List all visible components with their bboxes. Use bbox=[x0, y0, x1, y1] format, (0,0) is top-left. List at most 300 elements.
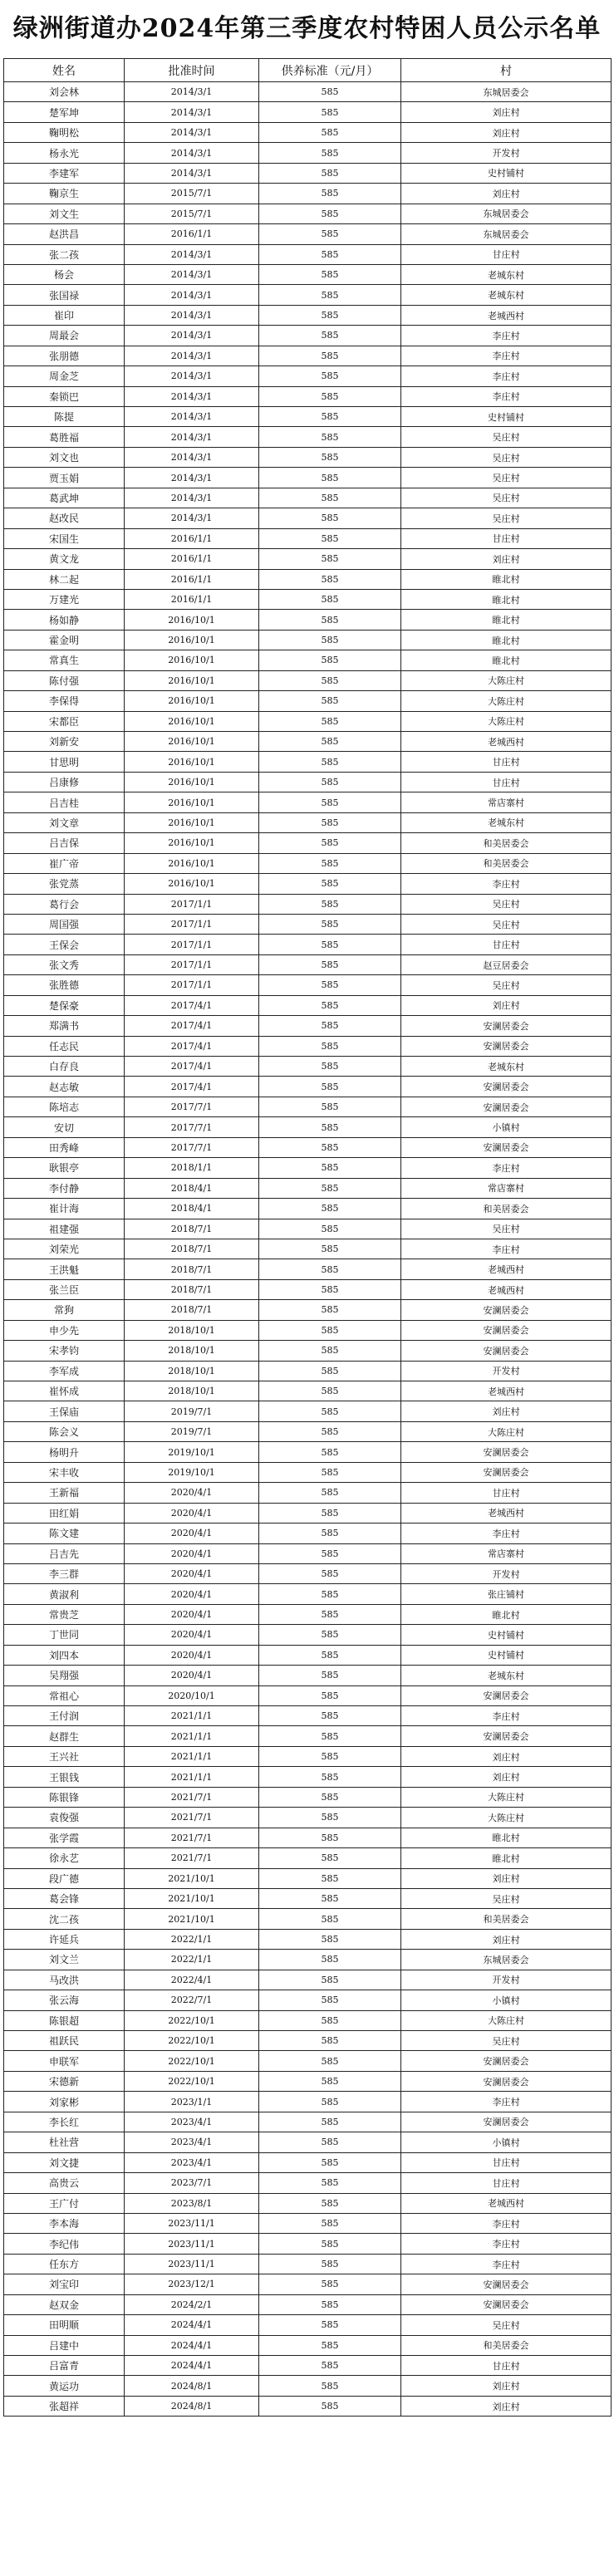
cell-village: 刘庄村 bbox=[401, 1767, 612, 1787]
cell-support-standard: 585 bbox=[259, 935, 401, 954]
cell-name: 沈二孩 bbox=[4, 1909, 125, 1929]
cell-village: 大陈庄村 bbox=[401, 1787, 612, 1807]
table-row bbox=[4, 366, 612, 386]
table-row bbox=[4, 833, 612, 853]
cell-approval-date: 2022/1/1 bbox=[125, 1929, 259, 1949]
cell-approval-date: 2016/1/1 bbox=[125, 589, 259, 609]
cell-approval-date: 2022/10/1 bbox=[125, 2051, 259, 2071]
table-row bbox=[4, 569, 612, 589]
cell-village: 刘庄村 bbox=[401, 1868, 612, 1888]
table-row bbox=[4, 1888, 612, 1908]
cell-village: 李庄村 bbox=[401, 1239, 612, 1259]
table-row bbox=[4, 163, 612, 183]
cell-village: 开发村 bbox=[401, 1563, 612, 1583]
table-row bbox=[4, 1300, 612, 1320]
table-row bbox=[4, 285, 612, 305]
cell-name: 陈会义 bbox=[4, 1421, 125, 1441]
cell-support-standard: 585 bbox=[259, 2335, 401, 2355]
cell-support-standard: 585 bbox=[259, 427, 401, 447]
cell-name: 周国强 bbox=[4, 914, 125, 934]
table-row bbox=[4, 2092, 612, 2112]
cell-support-standard: 585 bbox=[259, 691, 401, 711]
cell-approval-date: 2015/7/1 bbox=[125, 184, 259, 204]
cell-village: 老城西村 bbox=[401, 2193, 612, 2213]
cell-name: 马改洪 bbox=[4, 1970, 125, 1990]
cell-approval-date: 2017/4/1 bbox=[125, 995, 259, 1015]
cell-support-standard: 585 bbox=[259, 995, 401, 1015]
cell-name: 陈文建 bbox=[4, 1524, 125, 1543]
cell-support-standard: 585 bbox=[259, 122, 401, 142]
table-header-row bbox=[4, 59, 612, 82]
cell-support-standard: 585 bbox=[259, 1666, 401, 1685]
cell-village: 刘庄村 bbox=[401, 549, 612, 569]
cell-approval-date: 2016/10/1 bbox=[125, 732, 259, 752]
cell-approval-date: 2017/4/1 bbox=[125, 1077, 259, 1097]
cell-village: 甘庄村 bbox=[401, 244, 612, 264]
cell-approval-date: 2020/4/1 bbox=[125, 1483, 259, 1503]
cell-support-standard: 585 bbox=[259, 326, 401, 346]
cell-support-standard: 585 bbox=[259, 2396, 401, 2416]
cell-village: 刘庄村 bbox=[401, 995, 612, 1015]
cell-approval-date: 2017/4/1 bbox=[125, 1036, 259, 1056]
cell-village: 开发村 bbox=[401, 143, 612, 163]
cell-name: 徐永艺 bbox=[4, 1848, 125, 1868]
table-row bbox=[4, 427, 612, 447]
header-approval-date: 批准时间 bbox=[125, 59, 259, 82]
cell-approval-date: 2020/10/1 bbox=[125, 1685, 259, 1705]
cell-village: 老城东村 bbox=[401, 1666, 612, 1685]
cell-village: 老城东村 bbox=[401, 285, 612, 305]
cell-name: 刘荣光 bbox=[4, 1239, 125, 1259]
cell-support-standard: 585 bbox=[259, 610, 401, 630]
cell-support-standard: 585 bbox=[259, 1057, 401, 1077]
table-row bbox=[4, 2173, 612, 2193]
cell-village: 安澜居委会 bbox=[401, 1685, 612, 1705]
cell-name: 张党蒸 bbox=[4, 874, 125, 894]
cell-approval-date: 2018/7/1 bbox=[125, 1300, 259, 1320]
cell-village: 安澜居委会 bbox=[401, 2051, 612, 2071]
cell-village: 吴庄村 bbox=[401, 508, 612, 528]
cell-support-standard: 585 bbox=[259, 1300, 401, 1320]
table-row bbox=[4, 1057, 612, 1077]
cell-support-standard: 585 bbox=[259, 2193, 401, 2213]
cell-support-standard: 585 bbox=[259, 2294, 401, 2314]
cell-name: 刘文也 bbox=[4, 447, 125, 467]
table-row bbox=[4, 1483, 612, 1503]
cell-name: 吕富青 bbox=[4, 2356, 125, 2376]
cell-approval-date: 2019/10/1 bbox=[125, 1462, 259, 1482]
cell-support-standard: 585 bbox=[259, 2092, 401, 2112]
cell-village: 大陈庄村 bbox=[401, 1808, 612, 1828]
cell-village: 安澜居委会 bbox=[401, 1016, 612, 1036]
cell-name: 张国禄 bbox=[4, 285, 125, 305]
cell-support-standard: 585 bbox=[259, 366, 401, 386]
cell-village: 常店寨村 bbox=[401, 792, 612, 812]
table-row bbox=[4, 711, 612, 731]
cell-village: 李庄村 bbox=[401, 1524, 612, 1543]
cell-name: 张云海 bbox=[4, 1990, 125, 2010]
cell-approval-date: 2016/1/1 bbox=[125, 224, 259, 244]
table-row bbox=[4, 2315, 612, 2335]
cell-village: 老城西村 bbox=[401, 732, 612, 752]
cell-village: 李庄村 bbox=[401, 2234, 612, 2254]
cell-support-standard: 585 bbox=[259, 102, 401, 122]
cell-village: 大陈庄村 bbox=[401, 711, 612, 731]
cell-support-standard: 585 bbox=[259, 244, 401, 264]
table-row bbox=[4, 1016, 612, 1036]
table-row bbox=[4, 1666, 612, 1685]
cell-name: 刘新安 bbox=[4, 732, 125, 752]
cell-name: 王保庙 bbox=[4, 1401, 125, 1421]
cell-village: 安澜居委会 bbox=[401, 1341, 612, 1361]
cell-name: 葛会锋 bbox=[4, 1888, 125, 1908]
cell-village: 安澜居委会 bbox=[401, 1726, 612, 1746]
table-row bbox=[4, 468, 612, 488]
cell-name: 陈银超 bbox=[4, 2010, 125, 2030]
cell-village: 吴庄村 bbox=[401, 488, 612, 508]
cell-support-standard: 585 bbox=[259, 1584, 401, 1604]
table-row bbox=[4, 1279, 612, 1299]
table-row bbox=[4, 2213, 612, 2233]
cell-support-standard: 585 bbox=[259, 1462, 401, 1482]
table-row bbox=[4, 2356, 612, 2376]
cell-name: 张二孩 bbox=[4, 244, 125, 264]
document-title: 绿洲街道办2024年第三季度农村特困人员公示名单 bbox=[12, 14, 602, 43]
cell-support-standard: 585 bbox=[259, 1117, 401, 1137]
table-row bbox=[4, 2112, 612, 2132]
table-row bbox=[4, 264, 612, 284]
table-row bbox=[4, 204, 612, 223]
table-row bbox=[4, 874, 612, 894]
cell-village: 刘庄村 bbox=[401, 2376, 612, 2396]
cell-name: 张超祥 bbox=[4, 2396, 125, 2416]
cell-support-standard: 585 bbox=[259, 833, 401, 853]
cell-approval-date: 2014/3/1 bbox=[125, 427, 259, 447]
cell-name: 陈提 bbox=[4, 407, 125, 427]
cell-approval-date: 2023/8/1 bbox=[125, 2193, 259, 2213]
cell-name: 赵双金 bbox=[4, 2294, 125, 2314]
cell-support-standard: 585 bbox=[259, 2010, 401, 2030]
cell-name: 王广付 bbox=[4, 2193, 125, 2213]
cell-approval-date: 2020/4/1 bbox=[125, 1625, 259, 1645]
cell-village: 李庄村 bbox=[401, 874, 612, 894]
cell-approval-date: 2014/3/1 bbox=[125, 386, 259, 406]
cell-name: 赵群生 bbox=[4, 1726, 125, 1746]
table-row bbox=[4, 1158, 612, 1178]
cell-village: 史村铺村 bbox=[401, 1645, 612, 1665]
cell-support-standard: 585 bbox=[259, 1137, 401, 1157]
cell-support-standard: 585 bbox=[259, 1625, 401, 1645]
table-row bbox=[4, 1645, 612, 1665]
cell-support-standard: 585 bbox=[259, 1726, 401, 1746]
table-row bbox=[4, 1524, 612, 1543]
cell-village: 睢北村 bbox=[401, 1604, 612, 1624]
cell-name: 常真生 bbox=[4, 650, 125, 670]
cell-name: 田红娟 bbox=[4, 1503, 125, 1523]
cell-village: 开发村 bbox=[401, 1970, 612, 1990]
cell-approval-date: 2020/4/1 bbox=[125, 1563, 259, 1583]
cell-approval-date: 2022/7/1 bbox=[125, 1990, 259, 2010]
cell-approval-date: 2020/4/1 bbox=[125, 1543, 259, 1563]
cell-village: 史村铺村 bbox=[401, 163, 612, 183]
table-row bbox=[4, 2152, 612, 2172]
cell-village: 吴庄村 bbox=[401, 914, 612, 934]
header-name: 姓名 bbox=[4, 59, 125, 82]
cell-approval-date: 2020/4/1 bbox=[125, 1604, 259, 1624]
cell-name: 刘文生 bbox=[4, 204, 125, 223]
cell-approval-date: 2014/3/1 bbox=[125, 163, 259, 183]
cell-village: 刘庄村 bbox=[401, 122, 612, 142]
cell-village: 刘庄村 bbox=[401, 1929, 612, 1949]
cell-village: 大陈庄村 bbox=[401, 670, 612, 690]
cell-approval-date: 2016/10/1 bbox=[125, 650, 259, 670]
cell-approval-date: 2020/4/1 bbox=[125, 1524, 259, 1543]
table-row bbox=[4, 589, 612, 609]
cell-approval-date: 2018/10/1 bbox=[125, 1320, 259, 1340]
cell-support-standard: 585 bbox=[259, 1178, 401, 1198]
cell-village: 吴庄村 bbox=[401, 1888, 612, 1908]
cell-name: 宋都臣 bbox=[4, 711, 125, 731]
cell-village: 吴庄村 bbox=[401, 427, 612, 447]
cell-name: 杜社营 bbox=[4, 2132, 125, 2152]
cell-approval-date: 2018/7/1 bbox=[125, 1259, 259, 1279]
cell-support-standard: 585 bbox=[259, 1604, 401, 1624]
cell-name: 祖跃民 bbox=[4, 2031, 125, 2051]
cell-name: 申联军 bbox=[4, 2051, 125, 2071]
cell-approval-date: 2017/7/1 bbox=[125, 1097, 259, 1116]
cell-name: 段广德 bbox=[4, 1868, 125, 1888]
cell-support-standard: 585 bbox=[259, 2254, 401, 2274]
cell-village: 安澜居委会 bbox=[401, 1300, 612, 1320]
table-row bbox=[4, 1990, 612, 2010]
cell-support-standard: 585 bbox=[259, 1259, 401, 1279]
cell-approval-date: 2019/7/1 bbox=[125, 1401, 259, 1421]
cell-support-standard: 585 bbox=[259, 2112, 401, 2132]
cell-support-standard: 585 bbox=[259, 1868, 401, 1888]
cell-name: 刘宝印 bbox=[4, 2274, 125, 2294]
cell-approval-date: 2023/7/1 bbox=[125, 2173, 259, 2193]
cell-name: 张兰臣 bbox=[4, 1279, 125, 1299]
cell-village: 安澜居委会 bbox=[401, 2112, 612, 2132]
cell-name: 崔怀成 bbox=[4, 1381, 125, 1401]
cell-name: 葛武坤 bbox=[4, 488, 125, 508]
table-row bbox=[4, 1543, 612, 1563]
cell-support-standard: 585 bbox=[259, 1685, 401, 1705]
cell-village: 史村铺村 bbox=[401, 407, 612, 427]
cell-name: 李长红 bbox=[4, 2112, 125, 2132]
cell-village: 和美居委会 bbox=[401, 833, 612, 853]
cell-support-standard: 585 bbox=[259, 670, 401, 690]
cell-name: 吕吉先 bbox=[4, 1543, 125, 1563]
table-row bbox=[4, 2335, 612, 2355]
cell-village: 吴庄村 bbox=[401, 468, 612, 488]
cell-approval-date: 2018/7/1 bbox=[125, 1279, 259, 1299]
cell-village: 老城东村 bbox=[401, 812, 612, 832]
cell-support-standard: 585 bbox=[259, 2274, 401, 2294]
cell-support-standard: 585 bbox=[259, 1950, 401, 1970]
cell-support-standard: 585 bbox=[259, 305, 401, 325]
cell-village: 东城居委会 bbox=[401, 224, 612, 244]
cell-village: 甘庄村 bbox=[401, 528, 612, 548]
table-row bbox=[4, 752, 612, 772]
cell-name: 刘四本 bbox=[4, 1645, 125, 1665]
cell-village: 安澜居委会 bbox=[401, 2294, 612, 2314]
cell-village: 小镇村 bbox=[401, 1117, 612, 1137]
table-row bbox=[4, 1970, 612, 1990]
table-row bbox=[4, 1036, 612, 1056]
cell-name: 葛行会 bbox=[4, 894, 125, 914]
table-row bbox=[4, 549, 612, 569]
cell-name: 张朋德 bbox=[4, 346, 125, 366]
cell-approval-date: 2022/10/1 bbox=[125, 2010, 259, 2030]
cell-village: 李庄村 bbox=[401, 386, 612, 406]
table-row bbox=[4, 954, 612, 974]
cell-support-standard: 585 bbox=[259, 1442, 401, 1462]
table-row bbox=[4, 630, 612, 650]
table-row bbox=[4, 447, 612, 467]
cell-approval-date: 2014/3/1 bbox=[125, 264, 259, 284]
cell-approval-date: 2014/3/1 bbox=[125, 488, 259, 508]
cell-support-standard: 585 bbox=[259, 2132, 401, 2152]
cell-name: 赵志敏 bbox=[4, 1077, 125, 1097]
cell-village: 李庄村 bbox=[401, 2092, 612, 2112]
cell-village: 李庄村 bbox=[401, 2213, 612, 2233]
cell-name: 吕康修 bbox=[4, 772, 125, 792]
cell-village: 安澜居委会 bbox=[401, 1320, 612, 1340]
cell-village: 老城西村 bbox=[401, 1279, 612, 1299]
cell-approval-date: 2014/3/1 bbox=[125, 326, 259, 346]
table-row bbox=[4, 1421, 612, 1441]
cell-approval-date: 2016/10/1 bbox=[125, 772, 259, 792]
cell-village: 东城居委会 bbox=[401, 204, 612, 223]
table-row bbox=[4, 935, 612, 954]
cell-village: 吴庄村 bbox=[401, 1219, 612, 1239]
table-row bbox=[4, 610, 612, 630]
table-row bbox=[4, 1726, 612, 1746]
cell-village: 睢北村 bbox=[401, 650, 612, 670]
table-row bbox=[4, 488, 612, 508]
cell-village: 甘庄村 bbox=[401, 935, 612, 954]
table-row bbox=[4, 2234, 612, 2254]
table-row bbox=[4, 650, 612, 670]
cell-name: 王新福 bbox=[4, 1483, 125, 1503]
cell-approval-date: 2018/10/1 bbox=[125, 1361, 259, 1381]
table-row bbox=[4, 1604, 612, 1624]
cell-name: 吕吉保 bbox=[4, 833, 125, 853]
cell-support-standard: 585 bbox=[259, 894, 401, 914]
cell-approval-date: 2017/1/1 bbox=[125, 894, 259, 914]
cell-approval-date: 2023/4/1 bbox=[125, 2132, 259, 2152]
table-row bbox=[4, 2010, 612, 2030]
cell-name: 常狗 bbox=[4, 1300, 125, 1320]
cell-support-standard: 585 bbox=[259, 772, 401, 792]
cell-support-standard: 585 bbox=[259, 1483, 401, 1503]
cell-village: 小镇村 bbox=[401, 1990, 612, 2010]
cell-village: 甘庄村 bbox=[401, 1483, 612, 1503]
cell-village: 和美居委会 bbox=[401, 1199, 612, 1219]
cell-name: 王兴社 bbox=[4, 1746, 125, 1766]
table-row bbox=[4, 122, 612, 142]
cell-approval-date: 2016/1/1 bbox=[125, 549, 259, 569]
table-row bbox=[4, 2071, 612, 2091]
cell-approval-date: 2016/10/1 bbox=[125, 752, 259, 772]
cell-approval-date: 2017/7/1 bbox=[125, 1137, 259, 1157]
cell-approval-date: 2016/10/1 bbox=[125, 691, 259, 711]
cell-support-standard: 585 bbox=[259, 2234, 401, 2254]
table-row bbox=[4, 326, 612, 346]
table-row bbox=[4, 2254, 612, 2274]
cell-support-standard: 585 bbox=[259, 1524, 401, 1543]
cell-village: 吴庄村 bbox=[401, 447, 612, 467]
cell-approval-date: 2016/10/1 bbox=[125, 853, 259, 873]
cell-support-standard: 585 bbox=[259, 914, 401, 934]
cell-name: 王银钱 bbox=[4, 1767, 125, 1787]
table-row bbox=[4, 184, 612, 204]
table-row bbox=[4, 1259, 612, 1279]
cell-village: 甘庄村 bbox=[401, 2152, 612, 2172]
cell-support-standard: 585 bbox=[259, 1970, 401, 1990]
cell-approval-date: 2017/1/1 bbox=[125, 914, 259, 934]
cell-approval-date: 2021/7/1 bbox=[125, 1808, 259, 1828]
cell-name: 李纪伟 bbox=[4, 2234, 125, 2254]
table-row bbox=[4, 1219, 612, 1239]
cell-village: 张庄铺村 bbox=[401, 1584, 612, 1604]
cell-village: 开发村 bbox=[401, 1361, 612, 1381]
cell-support-standard: 585 bbox=[259, 1320, 401, 1340]
cell-support-standard: 585 bbox=[259, 1401, 401, 1421]
cell-name: 高贵云 bbox=[4, 2173, 125, 2193]
table-row bbox=[4, 1706, 612, 1726]
table-row bbox=[4, 1401, 612, 1421]
cell-support-standard: 585 bbox=[259, 589, 401, 609]
cell-approval-date: 2017/1/1 bbox=[125, 975, 259, 995]
table-row bbox=[4, 1341, 612, 1361]
cell-approval-date: 2024/8/1 bbox=[125, 2396, 259, 2416]
cell-approval-date: 2016/10/1 bbox=[125, 812, 259, 832]
cell-name: 崔计海 bbox=[4, 1199, 125, 1219]
cell-name: 任东方 bbox=[4, 2254, 125, 2274]
cell-support-standard: 585 bbox=[259, 508, 401, 528]
cell-approval-date: 2023/11/1 bbox=[125, 2254, 259, 2274]
cell-approval-date: 2014/3/1 bbox=[125, 102, 259, 122]
cell-approval-date: 2023/4/1 bbox=[125, 2112, 259, 2132]
cell-name: 万建光 bbox=[4, 589, 125, 609]
cell-village: 安澜居委会 bbox=[401, 1137, 612, 1157]
cell-support-standard: 585 bbox=[259, 163, 401, 183]
table-row bbox=[4, 2294, 612, 2314]
cell-support-standard: 585 bbox=[259, 1706, 401, 1726]
cell-approval-date: 2022/10/1 bbox=[125, 2071, 259, 2091]
cell-village: 老城东村 bbox=[401, 1057, 612, 1077]
cell-name: 楚保豪 bbox=[4, 995, 125, 1015]
cell-approval-date: 2014/3/1 bbox=[125, 407, 259, 427]
cell-support-standard: 585 bbox=[259, 2071, 401, 2091]
cell-approval-date: 2014/3/1 bbox=[125, 305, 259, 325]
cell-name: 宋孝钧 bbox=[4, 1341, 125, 1361]
cell-name: 耿银亭 bbox=[4, 1158, 125, 1178]
cell-support-standard: 585 bbox=[259, 204, 401, 223]
cell-name: 吕建中 bbox=[4, 2335, 125, 2355]
table-row bbox=[4, 386, 612, 406]
cell-support-standard: 585 bbox=[259, 1381, 401, 1401]
table-body bbox=[4, 82, 612, 2417]
cell-name: 陈培志 bbox=[4, 1097, 125, 1116]
cell-village: 李庄村 bbox=[401, 2254, 612, 2274]
cell-support-standard: 585 bbox=[259, 1909, 401, 1929]
cell-approval-date: 2014/3/1 bbox=[125, 244, 259, 264]
cell-name: 祖建强 bbox=[4, 1219, 125, 1239]
cell-support-standard: 585 bbox=[259, 264, 401, 284]
